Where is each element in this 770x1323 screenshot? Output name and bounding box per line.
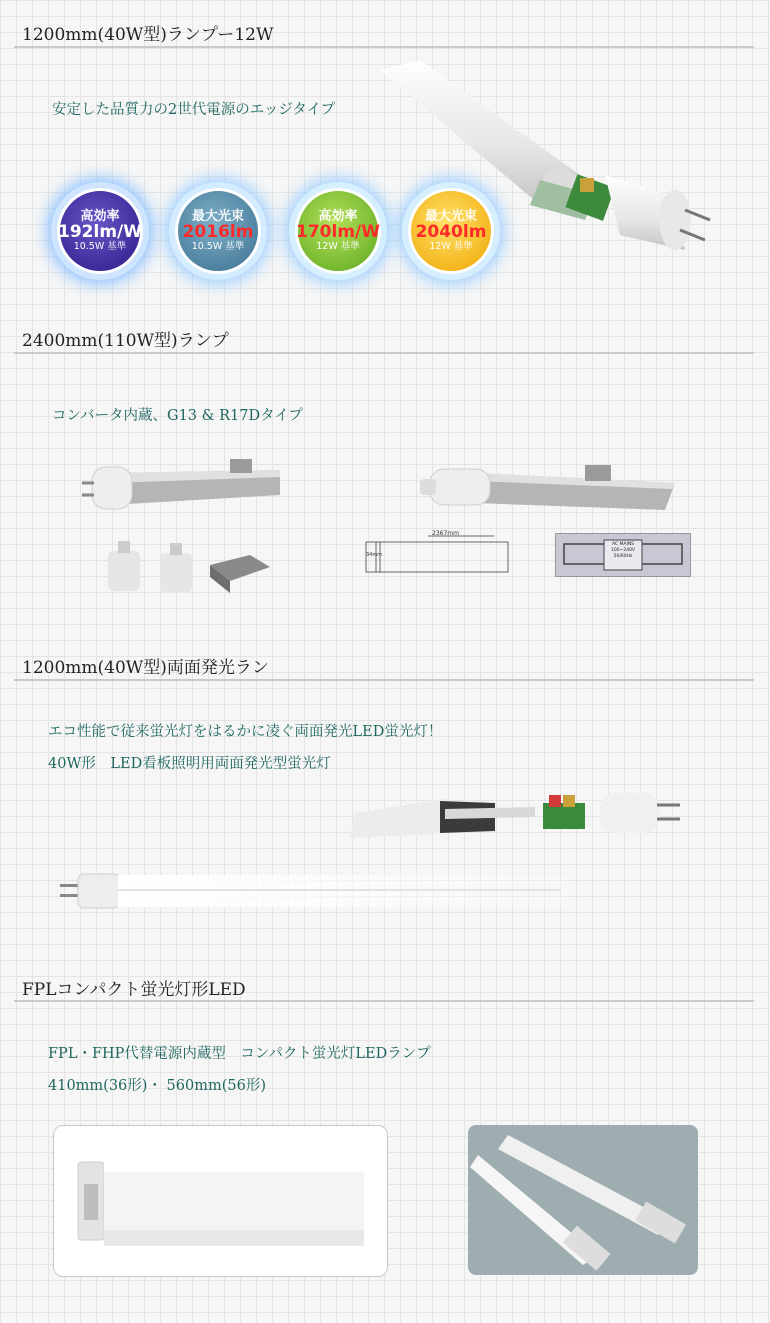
badge-label: 高効率: [318, 209, 358, 225]
badge-label: 高効率: [80, 209, 120, 225]
section-subtitle-2: 40W形 LED看板照明用両面発光型蛍光灯: [48, 756, 331, 772]
section-subtitle: エコ性能で従来蛍光灯をはるかに凌ぐ両面発光LED蛍光灯！: [48, 724, 443, 740]
double-sided-tube-image: [60, 866, 570, 916]
section-subtitle: 安定した品質力の2世代電源のエッジタイプ: [52, 102, 336, 118]
section-heading-40w: 1200mm(40W型)ランプー12W: [22, 25, 274, 45]
fpl-lamp-photo: [53, 1125, 388, 1277]
section-heading-fpl: FPLコンパクト蛍光灯形LED: [22, 980, 246, 1000]
efficiency-badge-170: [295, 188, 381, 274]
circuit-diagram: [555, 533, 691, 577]
circuit-line-2: 100~240V: [610, 548, 636, 553]
section-heading-110w: 2400mm(110W型)ランプ: [22, 331, 229, 351]
length-label: 2367mm: [432, 530, 459, 537]
badge-value: 2040lm: [415, 221, 487, 242]
badge-value: 192lm/W: [58, 221, 142, 242]
luminous-flux-badge-2040: [408, 188, 494, 274]
badge-value: 2016lm: [182, 221, 254, 242]
badge-label: 最大光束: [424, 209, 477, 225]
luminous-flux-badge-2016: [175, 188, 261, 274]
badge-basis: 12W 基準: [429, 240, 473, 252]
fpl-lamp-pair-photo: [468, 1125, 698, 1275]
badge-label: 最大光束: [191, 209, 244, 225]
tube-2400-g13-image: [80, 455, 290, 595]
circuit-line-1: AC MAINS: [611, 542, 635, 547]
section-heading-double-sided: 1200mm(40W型)両面発光ラン: [22, 658, 269, 678]
width-label: 34mm: [366, 552, 383, 558]
divider: [14, 352, 754, 354]
efficiency-badge-192: [57, 188, 143, 274]
circuit-line-3: 50/60Hz: [613, 554, 633, 559]
circuit-label: [604, 542, 642, 560]
dimension-diagram: [362, 530, 512, 580]
divider: [14, 46, 754, 48]
section-subtitle-2: 410mm(36形)・ 560mm(56形): [48, 1078, 266, 1094]
tube-2400-r17d-image: [420, 455, 680, 525]
badge-basis: 10.5W 基準: [191, 240, 245, 252]
badge-value: 170lm/W: [296, 221, 380, 242]
badge-basis: 12W 基準: [316, 240, 360, 252]
divider: [14, 679, 754, 681]
double-sided-tube-exploded-image: [345, 783, 690, 843]
section-subtitle: FPL・FHP代替電源内蔵型 コンパクト蛍光灯LEDランプ: [48, 1046, 431, 1062]
section-subtitle: コンバータ内蔵、G13 & R17Dタイプ: [52, 408, 303, 424]
badge-basis: 10.5W 基準: [73, 240, 127, 252]
divider: [14, 1000, 754, 1002]
